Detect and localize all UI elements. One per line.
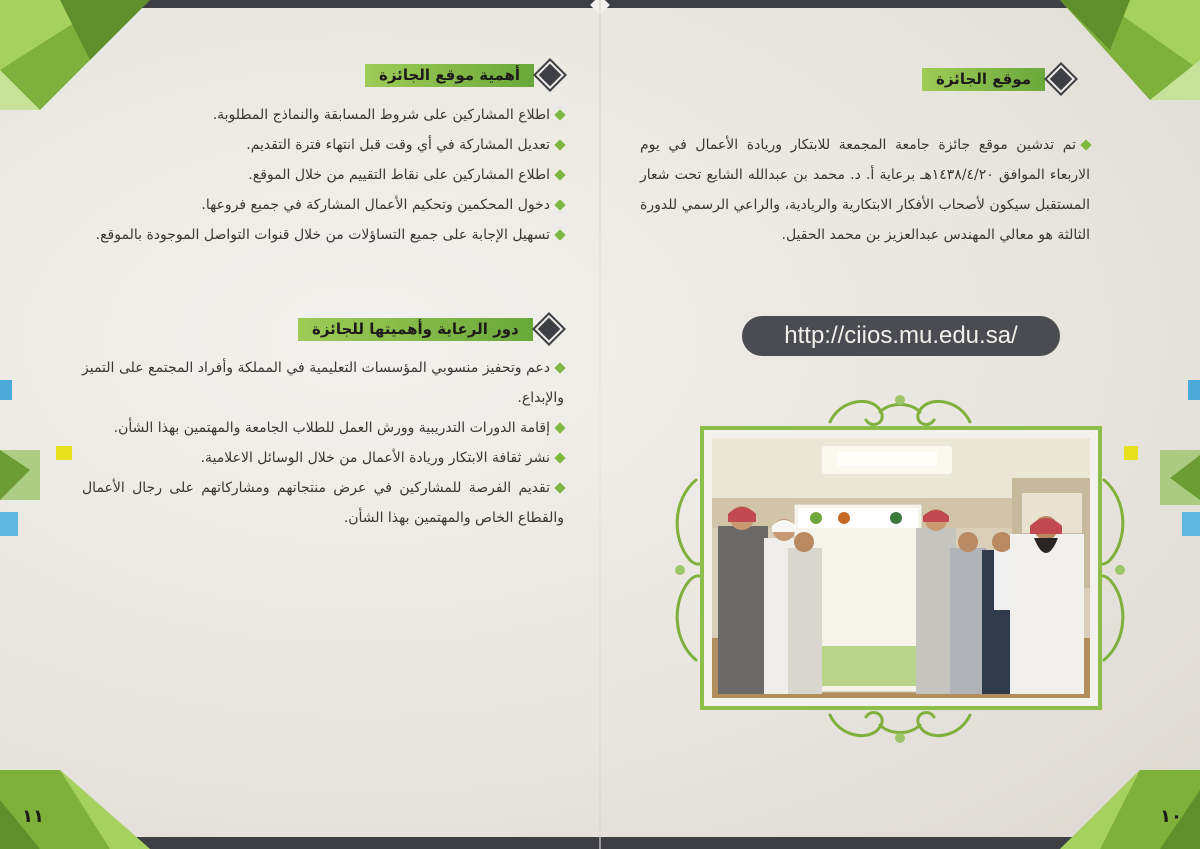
left-heading-importance: [365, 62, 566, 88]
heading-diamond-icon: [535, 315, 563, 343]
left-heading-sponsorship-label: دور الرعاية وأهميتها للجائزة: [298, 318, 533, 341]
bullet-icon: [554, 229, 565, 240]
bullet-icon: [554, 139, 565, 150]
bullet-icon: [554, 109, 565, 120]
bullet-icon: [554, 482, 565, 493]
list-item: اطلاع المشاركين على نقاط التقييم من خلال الموقع.: [82, 160, 564, 190]
list-item: إقامة الدورات التدريبية وورش العمل للطلاب الجامعة والمهتمين بهذا الشأن.: [82, 413, 564, 443]
list-item: اطلاع المشاركين على شروط المسابقة والنماذج المطلوبة.: [82, 100, 564, 130]
list-item: تسهيل الإجابة على جميع التساؤلات من خلال قنوات التواصل الموجودة بالموقع.: [82, 220, 564, 250]
sponsorship-list: [82, 353, 564, 533]
left-heading-importance-label: أهمية موقع الجائزة: [365, 64, 534, 87]
bullet-icon: [554, 199, 565, 210]
right-heading-label: موقع الجائزة: [922, 68, 1045, 91]
list-item: نشر ثقافة الابتكار وريادة الأعمال من خلال الوسائل الاعلامية.: [82, 443, 564, 473]
heading-diamond-icon: [536, 61, 564, 89]
right-paragraph: تم تدشين موقع جائزة جامعة المجمعة للابتكار وريادة الأعمال في يوم الاربعاء الموافق ١٤٣٨/٤/٢٠هـ برعاية أ. د. محمد بن عبدالله الشايع تحت شعار المستقبل سيكون لأصحاب الأفكار الابتكارية والريادية، والراعي الرسمي للدورة الثالثة هو معالي المهندس عبدالعزيز بن محمد الحقيل.: [640, 137, 1090, 243]
importance-list: [82, 100, 564, 250]
list-item: دعم وتحفيز منسوبي المؤسسات التعليمية في المملكة وأفراد المجتمع على التميز والإبداع.: [82, 360, 564, 406]
list-item: دخول المحكمين وتحكيم الأعمال المشاركة في جميع فروعها.: [82, 190, 564, 220]
bullet-icon: [554, 362, 565, 373]
list-item: تعديل المشاركة في أي وقت قبل انتهاء فترة التقديم.: [82, 130, 564, 160]
bullet-icon: [554, 169, 565, 180]
site-url-link[interactable]: http://ciios.mu.edu.sa/: [742, 316, 1060, 356]
list-item: تقديم الفرصة للمشاركين في عرض منتجاتهم ومشاركاتهم على رجال الأعمال والقطاع الخاص والمهتمين بهذا الشأن.: [82, 480, 564, 526]
left-heading-sponsorship: [298, 316, 565, 342]
left-page-number: ١١: [22, 806, 44, 827]
bullet-icon: [554, 452, 565, 463]
right-page-number: ١٠: [1160, 806, 1182, 827]
launch-event-photo: [712, 438, 1090, 698]
bullet-icon: [554, 422, 565, 433]
